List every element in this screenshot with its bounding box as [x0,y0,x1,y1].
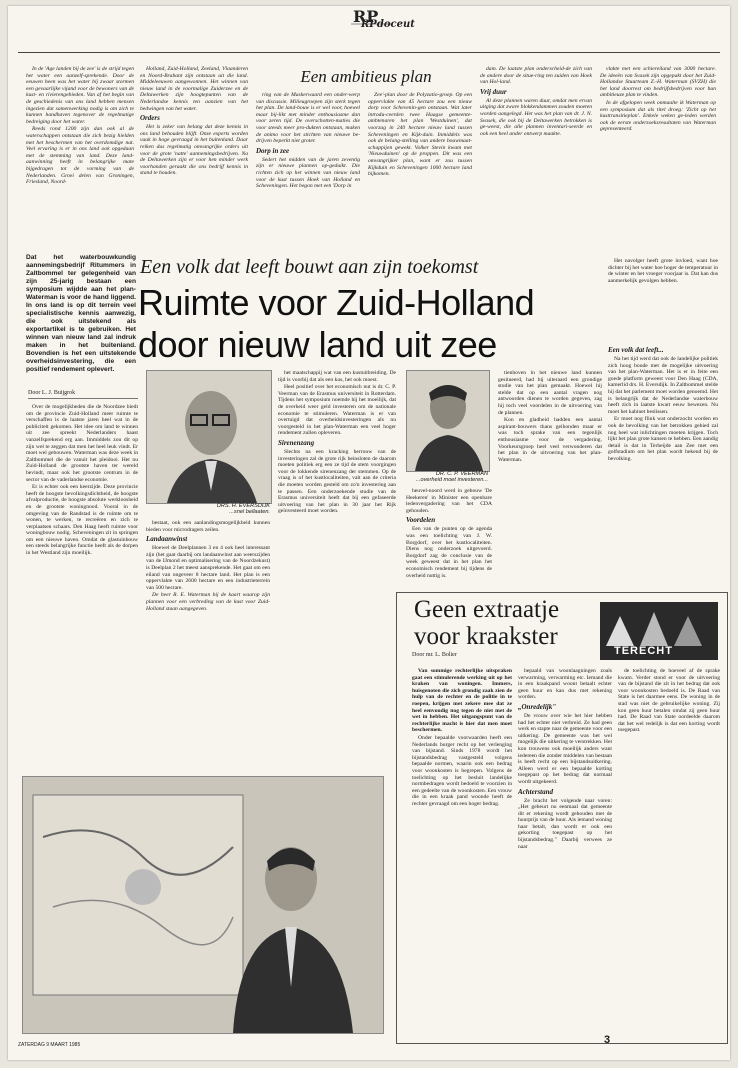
paragraph: heuvel-noord werd in gebouw 'De Heekeren' in Minister een openbare ledenvergadering van het CDA gehouden. [406,488,492,514]
body-column-1 [26,404,138,766]
paragraph: Sedert het midden van de jaren zeventig zijn er nieuwe plannen op-geduikt. Die richten zich op het winnen van nieuw land voor de kust tussen Hoek van Holland en Scheveningen. Het begon met een 'Dorp in [256,156,360,190]
intro-block: Dat het waterbouwkundig aannemingsbedrijf Ritummers in Zaltbommel ter gelegenheid van zijn 25-jarig bestaan een symposium wijdde aan het plan-Waterman is voor de hand liggend. In ons land is op dit terrein veel specialistische kennis aanwezig, die ook uitstekend als exportartikel is te gebruiken. Het winnen van nieuw land zal indruk maken in het buitenland. Bovendien is het een uitstekende overheidsinvestering, die een positief rendement oplevert. [26,254,136,373]
paragraph: het maatschappij wat van een kustuitbreiding. De tijd is voorbij dat als een kus, het ook moest. [278,370,396,383]
paragraph: Een van de punten op de agenda was een toelichting van J. W. Borgdorf, over het kustlocaliteiten. Diens nog onderzoek uitgevoerd. Borgdorf zag de conclusie van de week geweest dat in het plan het economisch rendement bij tijdens de overheid nuttig is. [406,526,492,579]
paragraph: Er is echter ook een keerzijde. Deze provincie heeft de hoogste bevolkingsdichtheid, de hoogste afvalproductie, de hoogste absolute werkloosheid en de grootste woningnood. Vooral in de omgeving van de Randstad is de ruimte om te wonen, te werken, te recreëren en zich te verplaatsen schaars. Den Haag heeft ruimte voor woningbouw nodig. Scheveningen zit in springen om een nieuwe haven. Omdat de glastuinbouw een steeds belangrijke functie heeft als de dorpen in het Westland zijn moeilijk. [26,484,138,557]
subheading: „Onredelijk" [518,702,557,711]
top-column-1 [140,66,248,246]
paragraph: dam. De laatste plan onderscheid-de zich van de andere door de situe-ring ten zuiden van Hoek van Hol-land. [480,66,592,86]
paragraph: bestaat, ook een aanlandingsmogelijkheid kunnen bieden voor microdragers zeilen. [146,520,270,533]
section-logo [333,8,415,34]
subheading: Dorp in zee [256,146,290,155]
subheading: Een volk dat leeft... [608,346,664,354]
body-column-5 [608,344,718,586]
paragraph: tienhoven in het nieuwe land kunnen gesitueerd, had hij uiteraard een grondige studie van het plan gemaakt. Hoewel hij stelde dat op een aantal vragen nog antwoorden dienen te worden gegeven, zag hij toch veel voordelen in de uitvoering van de plannen. [498,370,602,416]
right-column-top [608,258,718,342]
paragraph: Er moet nog flink wat onderzocht worden en ook de bevolking van het betrokken gebied zal nog heel wat inlichtingen moeten krijgen. Toch lijkt het plan grote kansen te hebben. Een aandig detail is dat in Terheijde aan Zee met een golfstadium om het plan wordt bekend bij de bevolking. [608,416,718,462]
footnote: De heer R. E. Waterman bij de kaart waarop zijn plannen voor een verbreding van de kust voor Zuid-Holland staan aangegeven. [146,592,270,612]
subheading: Orders [140,114,160,123]
top-intro-column [26,66,134,258]
paragraph: Heel positief over het economisch nut is dr. C. P. Veerman van de Erasmus universiteit in Rotterdam. Tijdens het symposium noemde hij het moeilijk, dat de overheid weer geld investeren om de nationale economie te stimuleren. Waterman is er van overtuigd dat overheidsinvesteringen als nu voorgesteld in het plan-Waterman een veel hoger rendement zullen opleveren. [278,384,396,437]
paragraph: Zee'-plan door de Polyzatio-groep. Op een oppervlakte van 45 hectare zou een nieuw dorp voor Schevenin-gen ontstaan. Wat later introdu-ceerden twee Haagse gemeente-ambtenaren het plan 'Westduinen', dat voorzag in 240 hectare nieuw land tussen Scheveningen en Kijk-duin. Inmiddels was ook de belang-stelling van andere bouwmaat-schappijen gewekt. Volker Stevin kwam met 'Nieuwduinen' op de proppen. Dit was een omvangrijker plan, want er zou tussen Kijkduin en Scheveningen 1000 hectare land bijkomen. [368,92,472,178]
paragraph: In de 'Age landen bij de zee' is de strijd tegen het water een aanzelf-sprekende. Door de eeuwen heen was het water bij zwaar stormen een gevaarlijke vijand voor de bewoners van de kust- en rivierengebieden. Van af het begin van de geschiedenis van ons land hebben mensen ingezien dat samenwerking nodig is om zich te kunnen handhaven tegenover de regelmatige bedreiging door het water. [26,66,134,125]
lead-paragraph: Van sommige rechterlijke uitspraken gaat een stimulerende werking uit op het kraken van woningen. Immers, huisgenoten die zich grondig zaak zien de hulp van de rechter en de politie in te roepen, krijgen met zekere mee dat ze heel eenvoudig nog tegen de niet met de wet in hebben. Het uitgangspunt van de rechterlijke macht is hier dat men moet beschermen. [412,668,512,734]
svg-text:RP: RP [353,8,379,26]
photo-caption-eversdijk [146,503,270,515]
portrait-photo-eversdijk [146,370,272,504]
top-rule [18,52,720,53]
body-column-2 [146,520,270,764]
photo-caption-veerman [406,471,488,483]
section-logo-text: RPdoceut [361,19,415,30]
caption-quote: ...snel bellaaten. [229,509,270,515]
paragraph: De vrouw over wie het hier hebben had het echter niet verbreid. Ze had geen werk en stapte naar de gemeente voor een uitkering. De gemeente was het wel mogelijk die uitkering te verstrekken. Het kon trouwens ook moeilijk anders want iedereen die zonder middelen van bestaan is heeft recht op een bijstandsuitkering. Alleen werd er een bepaalde korting toegepast op het bedrag dat normaal wordt uitgekeerd. [518,712,612,785]
subheading: Sirenenzang [278,438,315,447]
ambitieus-title: Een ambitieus plan [300,67,432,86]
paragraph: Reeds rond 1200 zijn dan ook al de waterschappen ontstaan die zich bezig hielden met het beschermen van het overdomdige nat. Veel ervaring is er in ons land ook opgedaan met de stemming van land. Deze land-aanwinning heeft in belangrijke mate bijgedragen tot de vorming van de Nederlanden. Groei delen van Groningen, Friesland, Noord- [26,126,134,186]
paragraph: Het navolger heeft grote invloed, want hoe dichter bij het water hoe hoger de temperatuur in de winter en het vroeger voorjaar is. Dat kan dus aanmerkelijk gevolgen hebben. [608,258,718,284]
paragraph: Slechts na een kracking herrouw van de investeringen zal de grote rijk beinsloten de daarom moeten politiek erg een ze tijd de stem voorgingen voor de lokkende sirenenzang der stemmen. Op de vraag is of het kustlocaliteiten, valt aan de criteria die moeten worden gesteld om zo'n investering aan te passen. Een onderzoekende studie van de Erasmus universiteit heeft dat bij een gefaseerde uitvoering van het plan in 30 jaar het Rijk geïnvesteerd moet worden. [278,448,396,515]
caption-name: DRS. H. EVERSDIJK [216,503,270,509]
paragraph: Kon en gladheid hadden een aantal aspirant-bouwers thans geihonden maar er was toch sprake van een tegenlijk enthousiasme voor de vergadering. Voorkeursgroep heel veel verwonderen dat het plan in de uitvoering van het plan-Waterman. [498,417,602,463]
paragraph: bepaald van woonlaagningen zoals verwarming, verwarming etc. Iemand die in een kraakpand woont betaalt echter geen huur en kan dus met rekening worden. [518,668,612,701]
paragraph: Al deze plannen waren duur, omdat men ervan uitging dat zware blokkendammen zouden moeten worden aangelegd. Het was het plan van dr. J. N. Svasek, die ook bij de Deltawerken betrokken is ge-weest, die alle plannen inventari-seerde en ook een heel ander ontwerp maakte. [480,97,592,137]
paragraph: ring van de Maskerwaard een onder-werp van discussie. Milieugroepen zijn sterk tegen het plan. De land-bouw is er wel voor, hoewel maar bij-likt met minder enthousiasme dan voor zeren tijd. De overschotten-maties die voor steeds meer pro-dukten ontstaan, maken de animo voor het stichten van nieuwe be-drijven beperkt niet groter. [256,92,360,145]
subheading: Achterstand [518,787,554,796]
newspaper-page [8,6,730,1060]
extraatje-column-2 [518,668,612,1030]
subheading: Vrij duur [480,87,507,96]
page-number: 3 [604,1034,611,1046]
paragraph: de toelichting de hoeveel af de sprake kwam. Verder stond er voor de uitvoering van de bijstand die zit in het bedrag dat ook voor woonkosten bedoeld is. De Raad van State is het daarmee eens. De woning in de stad was niet de gebruikelijke woning. Zij kon geen huur betalen omdat zij geen huur had. De Raad van State oordeelde daarom dat het wel redelijk is dat een korting wordt toegepast. [618,668,720,734]
paragraph: Holland, Zuid-Holland, Zeeland, Vlaanderen en Noord-Brabant zijn ontstaan uit die land. Middeleeuwen aangewonnen. Het winnen van nieuw land in de voormalige Zuiderzee en de Deltawerken zijn hoogtepunten van de Nederlandse kennis ten aanzien van het bedwingen van het water. [140,66,248,112]
paragraph: Het is zeker van belang dat deze kennis in ons land behouden blijft. Onze experts worden vaak in hoge gevraagd in het buitenland. Daar reiken dus regelmatig omvangrijke orders uit voor de grote 'natte' aannemingsbedrijven. Na de Deltawerken zijn er voor hen minder werk voorhanden geraakt die ons bedrijf kennis in stand te houden. [140,124,248,177]
paragraph: Na het tijd werd dat ook de landelijke politiek zich hoog boude met de mogelijke uitvoering van het plan-Waterman. Het is er in feite een goede platform geweest voor Den Haag (CDA, kamerlid drs. H. Eversdijk. In Zaltbommel stelde hij dat het parlement moet worden genoemd. Het is belangrijk dat de Nederlandse waterbouw heeft zich in laatste kwart eeuw bewezen. Nu moet het kabinet beslissen. [608,356,718,415]
paragraph: In de afgelopen week onmaalte ik Waterman op een symposium dat als titel droeg: 'Zicht op het kusttransitieplan'. Enkele weken ge-leden werden ook de eerste onderzoeksresultaten van Waterman gepresenteerd. [600,99,716,133]
extraatje-byline: Door mr. L. Bolier [412,652,457,658]
body-column-4a [406,488,492,586]
subheading: Landaanwinst [146,535,188,544]
top-column-4 [480,66,592,246]
paragraph: Hoewel de Deelplannen 3 en 4 ook heel interessant zijn (het gaat daarbij om landaanwinst aan weerszijden van de IJmond en optimalisering van de Noordzekust) is Deelplan 2 het meest aansprekende. Het gaat om een eiland van ongeveer 8 hectare land. Het plan is een oppervlakte van 2600 hectare en een industrieterrein van 500 hectare. [146,545,270,591]
caption-quote: ...overheid moet investeren... [415,477,488,483]
byline: Door L. J. Buijgrok [28,390,138,399]
headline-kicker: Een volk dat leeft bouwt aan zijn toekomst [140,256,479,278]
body-column-3 [278,370,396,766]
top-column-2 [256,92,360,246]
top-column-3 [368,92,472,246]
portrait-photo-veerman [406,370,490,472]
paragraph: Onder bepaalde voorwaarden heeft een Nederlands burger recht op het verlenging van bijstand. Sinds 1978 wordt het bijstandsbedrag vastgesteld volgens bepaalde normen, waarin ook een bedrag voor woonkosten is begrepen. Volgens de toelichting op het besluit landelijke normbedragen wordt bedoeld te voorzien in een gedeelte van de woonkosten. Een vrouw die in een kraak pand woonde heeft de rechter gevraagd om een hoger bedrag. [412,734,512,807]
subheading: Voordelen [406,516,436,525]
terecht-badge [600,602,718,660]
waterman-photo [22,776,384,1034]
extraatje-column-3 [618,668,720,1030]
headline-line-1: Ruimte voor Zuid-Holland [138,282,535,323]
headline-line-2: door nieuw land uit zee [138,324,497,365]
caption-name: DR. C. P. VEERMAN [435,471,488,477]
extraatje-column-1 [412,668,512,1030]
top-column-5 [600,66,716,246]
paragraph: Over de mogelijkheden die de Noordzee biedt om de provincie Zuid-Holland meer ruimte te verschaffen is de laatste jaren heel wat in de publiciteit gekomen. Het idee om land te winnen uit zee spreekt Nederlanders haast vanzelfsprekend erg aan. Immiddels zou dit op zijn wel te zeggen dat men het heel leuk vindt. Er moet wel gebouwen. Waterman was deze week in Zaltbommel die de vanuit het pleidooi. Het nu Zuid-Holland de grootste haven ter wereld bevindt, maar ook het grootste centrum in de sector van de vaderlandse economie. [26,404,138,483]
footer-date: ZATERDAG 9 MAART 1985 [18,1042,81,1048]
body-column-4 [498,370,602,586]
extraatje-title: Geen extraatje voor kraakster [414,596,560,650]
paragraph: vlakte met een schiereiland van 3000 hectare. De ideeën van Svasek zijn opgepakt door het Zuid-Hollandse Stuurteam Z.-H. Waterman (SVZH) die het land doorrest om bedrijfsbedrijven voor hun ambitieuze plan te vinden. [600,66,716,99]
terecht-label: TERECHT [614,645,673,657]
paragraph: Ze bracht het volgende naar voren: „Het gebeurt nu eenmaal dat gemeente dit er rekening wordt gehouden met de huurprijs van de huur. Als iemand woning haar betalt, dan wordt er ook een gekorting toegepast op het bijstandsbedrag." Daarbij verwees ze naar [518,797,612,850]
